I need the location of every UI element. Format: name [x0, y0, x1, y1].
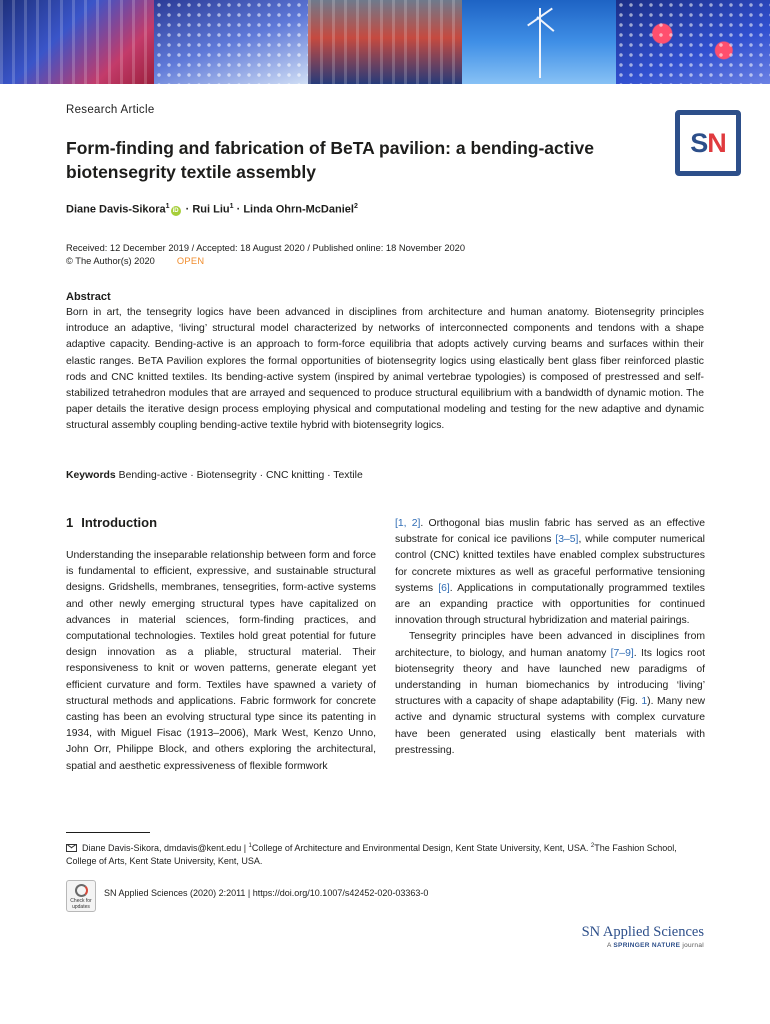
check-for-updates-badge[interactable] — [66, 880, 96, 912]
author-name[interactable]: Linda Ohrn-McDaniel — [243, 203, 354, 216]
paragraph-text: Tensegrity principles have been advanced in disciplines from architecture, to biology, and human anatomy — [395, 631, 705, 659]
affiliation-marker: 1 — [229, 203, 234, 210]
banner-image-1 — [0, 0, 154, 84]
author-separator: · — [182, 203, 193, 216]
author-name[interactable]: Rui Liu — [192, 203, 230, 216]
citation-link[interactable]: [6] — [438, 582, 450, 594]
paragraph-text: . Its logics root biotensegrity theory and have launched new paradigms of understanding in human biomechanics by introducing ‘living’ structures with a capacity of shape adaptability (Fig. — [395, 647, 705, 708]
contact-author[interactable]: Diane Davis-Sikora, dmdavis@kent.edu | — [82, 843, 249, 853]
refresh-icon — [75, 884, 88, 897]
affiliation-1: College of Architecture and Environmental Design, Kent State University, Kent, USA. — [251, 843, 591, 853]
dates-line: Received: 12 December 2019 / Accepted: 18 August 2020 / Published online: 18 November 2020 — [66, 243, 465, 253]
author-separator: · — [233, 203, 244, 216]
publisher-line — [582, 942, 704, 949]
article-title: Form-finding and fabrication of BeTA pavilion: a bending-active biotensegrity textile assembly — [66, 138, 594, 182]
paragraph — [395, 516, 705, 629]
publisher-prefix: A — [607, 942, 614, 949]
affiliation-2: The Fashion School, College of Arts, Kent State University, Kent, USA. — [66, 843, 677, 866]
affiliation-marker: 1 — [165, 203, 170, 210]
journal-brand — [582, 924, 704, 949]
author-name[interactable]: Diane Davis-Sikora — [66, 203, 166, 216]
banner-image-4 — [462, 0, 616, 84]
logo-letter-n: N — [707, 127, 726, 158]
check-badge-line: Check for — [70, 898, 92, 904]
affiliations-footnote — [66, 840, 706, 868]
logo-letter-s: S — [690, 127, 708, 158]
banner-image-3 — [308, 0, 462, 84]
header-banner — [0, 0, 770, 84]
citation-link[interactable]: [7–9] — [610, 647, 634, 659]
affiliation-marker: 2 — [590, 843, 595, 849]
footnote-divider — [66, 832, 150, 833]
paragraph — [395, 629, 705, 759]
section-number: 1 — [66, 515, 74, 530]
check-badge-line: updates — [72, 903, 90, 910]
publication-dates — [66, 242, 465, 267]
citation-link[interactable]: [3–5] — [555, 534, 579, 546]
wind-turbine-icon — [539, 8, 541, 78]
figure-link[interactable]: 1 — [641, 696, 648, 708]
paragraph: Understanding the inseparable relationship between form and force is fundamental to efficient, expressive, and sustainable structural designs. Gridshells, membranes, tensegrities, form-active systems and other newly emerging structural types have capitalized on advances in material sciences, form-finding practices, and computational technologies. Textiles hold great potential for future design innovation as a pliable, structural material. Their responsiveness to knit or woven patterns, generate elegant yet efficient curvature and form. Textiles have spawned a variety of structural methods and applications. Fabric formwork for concrete casting has been an evolving structural type since its patenting in 1934, with Miguel Fisac (1913–2006), Mark West, Kenzo Unno, John Orr, Philippe Block, and others exploring the architectural, spatial and aesthetic expressiveness of flexible formwork — [66, 550, 376, 772]
publisher-suffix: journal — [680, 942, 704, 949]
body-column-left — [66, 548, 376, 775]
section-title: Introduction — [81, 515, 158, 530]
open-access-badge: OPEN — [176, 255, 205, 266]
article-type: Research Article — [66, 104, 155, 116]
section-heading — [66, 515, 157, 530]
affiliation-marker: 1 — [248, 843, 252, 849]
sn-logo — [675, 110, 741, 176]
publisher-name: SPRINGER NATURE — [613, 942, 681, 949]
paragraph-text: , while computer numerical control (CNC) knitted textiles have enabled complex substructures for concrete mixtures as well as graceful performative tensioning systems — [395, 534, 705, 594]
body-column-right — [395, 516, 705, 759]
paragraph-text: . Orthogonal bias muslin fabric has served as an effective substrate for conical ice pavilions — [395, 518, 705, 546]
paragraph-text: . Applications in computationally programmed textiles are an expanding practice with opportunities for continued innovation through structural hybridization and material pairings. — [395, 582, 705, 627]
citation-line[interactable]: SN Applied Sciences (2020) 2:2011 | https://doi.org/10.1007/s42452-020-03363-0 — [104, 888, 429, 898]
orcid-icon[interactable]: iD — [172, 207, 179, 214]
banner-image-2 — [154, 0, 308, 84]
affiliation-marker: 2 — [353, 203, 358, 210]
copyright-line — [66, 255, 465, 268]
journal-name: SN Applied Sciences — [581, 924, 704, 940]
abstract-text: Born in art, the tensegrity logics have been advanced in disciplines from architecture and human anatomy. Biotensegrity principles introduce an adaptive, ‘living’ structural model characterized by networks of interconnected components and tendons with a shape adaptive capacity. Bending-active is an approach to form-force equilibria that adopts actively curving beams and surfaces within their elastic ranges. BeTA Pavilion explores the formal opportunities of biotensegrity logics using elastically bent glass fiber reinforced plastic rods and CNC knitted textiles. Its bending-active system (inspired by animal vertebrae typologies) is composed of prestressed and self-stabilized tetrahedron modules that are arrayed and sequenced to produce structural equilibrium with a bandwidth of dynamic motion. The paper details the iterative design process employing physical and computational modeling and testing for the new adaptive and dynamic structural assembly coupling bending-active textile hybrid with biotensegrity logics. — [66, 307, 704, 432]
copyright-text: © The Author(s) 2020 — [66, 255, 155, 266]
citation-link[interactable]: [1, 2] — [395, 518, 421, 529]
author-list — [66, 203, 358, 216]
banner-image-5 — [616, 0, 770, 84]
paragraph-text: ). Many new active and dynamic structural systems with complex curvature have been generated using elastically bent materials with prestressing. — [395, 696, 705, 756]
abstract-heading: Abstract — [66, 291, 111, 303]
envelope-icon — [66, 844, 77, 852]
keywords — [66, 470, 363, 481]
keywords-list: Bending-active · Biotensegrity · CNC knitting · Textile — [118, 470, 363, 481]
keywords-label: Keywords — [66, 470, 116, 481]
